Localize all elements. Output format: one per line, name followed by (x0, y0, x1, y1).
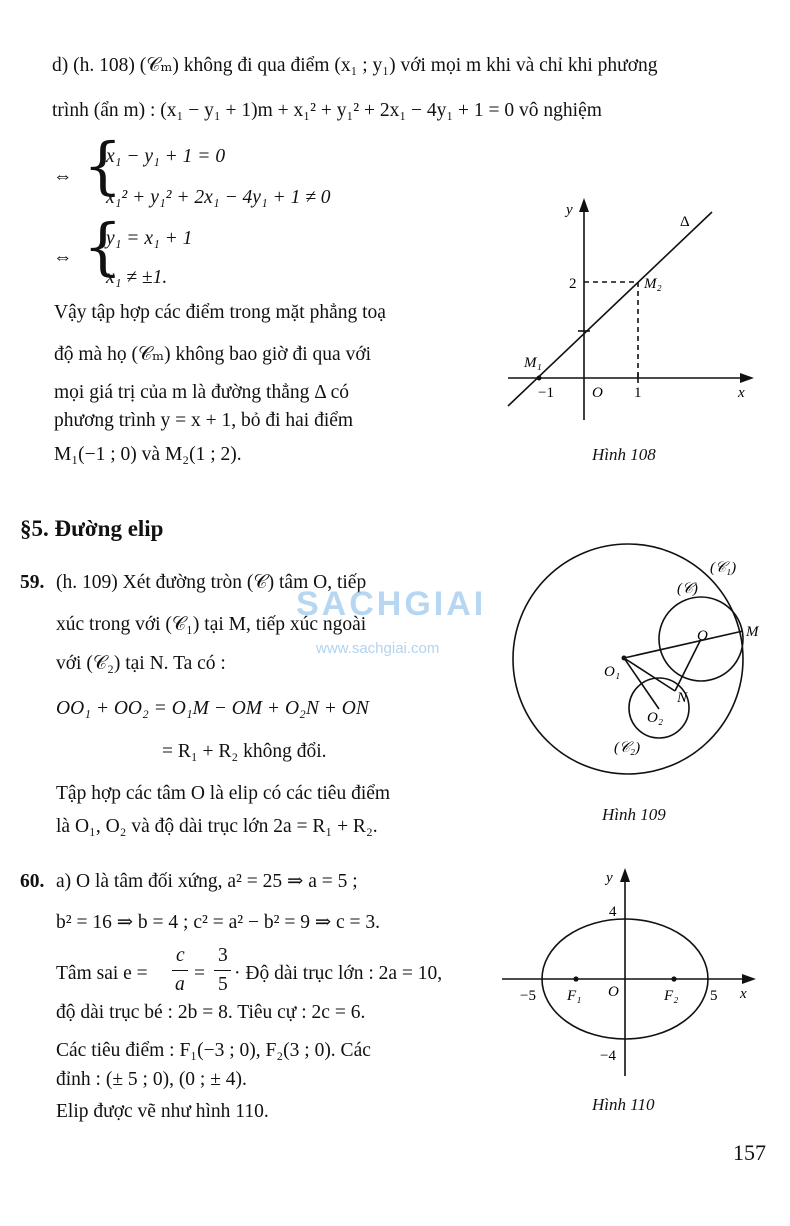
system-2-eq-a: y₁ = x₁ + 1 (106, 228, 193, 249)
fig109-m-label: M (746, 624, 759, 640)
fig110-f1-label: F₁ (567, 988, 582, 1004)
p59-line-1: (h. 109) Xét đường tròn (𝒞) tâm O, tiếp (56, 572, 367, 593)
conclusion-line-1: Vậy tập hợp các điểm trong mặt phẳng toạ (54, 302, 386, 323)
p60-line-2: b² = 16 ⇒ b = 4 ; c² = a² − b² = 9 ⇒ c = 3. (56, 912, 381, 933)
conclusion-line-4: phương trình y = x + 1, bỏ đi hai điểm (54, 410, 354, 431)
p60-line-1: a) O là tâm đối xứng, a² = 25 ⇒ a = 5 ; (56, 871, 358, 892)
frac-c-a-denominator: a (175, 974, 185, 995)
fig108-origin: O (592, 385, 603, 401)
frac-c-numerator: c (176, 945, 185, 966)
fig108-tick-1: 1 (634, 385, 642, 401)
brace-1: { (83, 129, 123, 202)
fig109-o2-label: O₂ (647, 710, 664, 726)
fig109-caption: Hình 109 (602, 805, 666, 824)
fig110-tick-4: 4 (609, 904, 617, 920)
fig109-c-label: (𝒞) (677, 581, 698, 597)
fig110-tick-5: 5 (710, 988, 718, 1004)
d-line-1: d) (h. 108) (𝒞ₘ) không đi qua điểm (x₁ ; y₁) với mọi m khi và chỉ khi phương (52, 55, 658, 76)
p60-line-3-end: · Độ dài trục lớn : 2a = 10, (234, 963, 443, 984)
fig109-o1-label: O₁ (604, 664, 621, 680)
fig110-tick-neg4: −4 (600, 1048, 616, 1064)
fig109-o-label: O (697, 628, 708, 644)
p60-line-4: độ dài trục bé : 2b = 8. Tiêu cự : 2c = 6. (56, 1002, 366, 1023)
fig108-y-label: y (566, 202, 573, 218)
frac-3-numerator: 3 (218, 945, 228, 966)
fig110-f2-label: F₂ (664, 988, 679, 1004)
fig108-x-label: x (738, 385, 745, 401)
fig108-m2-label: M₂ (644, 276, 662, 292)
fig110-caption: Hình 110 (592, 1095, 655, 1114)
page-number: 157 (733, 1140, 766, 1165)
problem-60-number: 60. (20, 871, 45, 892)
watermark-url: www.sachgiai.com (316, 640, 440, 657)
conclusion-line-3: mọi giá trị của m là đường thẳng Δ có (54, 382, 349, 403)
p59-equation-2: = R₁ + R₂ không đổi. (162, 741, 327, 762)
p59-line-3: với (𝒞₂) tại N. Ta có : (56, 653, 226, 674)
section-heading: §5. Đường elip (20, 516, 164, 541)
frac-equals: = (194, 963, 205, 984)
system-2-eq-b: x₁ ≠ ±1. (106, 267, 168, 288)
watermark-brand: SACHGIAI (296, 585, 487, 623)
p59-line-2: xúc trong với (𝒞₁) tại M, tiếp xúc ngoài (56, 614, 367, 635)
system-1-eq-a: x₁ − y₁ + 1 = 0 (106, 146, 226, 167)
system-1-eq-b: x₁² + y₁² + 2x₁ − 4y₁ + 1 ≠ 0 (106, 187, 331, 208)
d-line-2: trình (ẩn m) : (x₁ − y₁ + 1)m + x₁² + y₁² + 2x₁ − 4y₁ + 1 = 0 vô nghiệm (52, 100, 602, 121)
fig108-tick-2: 2 (569, 276, 577, 292)
fig108-caption: Hình 108 (592, 445, 656, 464)
p59-line-4: Tập hợp các tâm O là elip có các tiêu điểm (56, 783, 391, 804)
fig108-delta-label: Δ (680, 214, 690, 230)
fig109-c2-label: (𝒞₂) (614, 740, 641, 756)
p60-line-5: Các tiêu điểm : F₁(−3 ; 0), F₂(3 ; 0). Các (56, 1040, 371, 1061)
brace-2: { (83, 210, 123, 283)
frac-5-denominator: 5 (218, 974, 228, 995)
p60-line-3-start: Tâm sai e = (56, 963, 148, 984)
iff-symbol-1: ⇔ (53, 166, 73, 187)
p59-line-5: là O₁, O₂ và độ dài trục lớn 2a = R₁ + R₂. (56, 816, 378, 837)
fig110-tick-neg5: −5 (520, 988, 536, 1004)
iff-symbol-2: ⇔ (53, 247, 73, 268)
p60-line-6: đỉnh : (± 5 ; 0), (0 ; ± 4). (56, 1069, 247, 1090)
fig110-origin: O (608, 984, 619, 1000)
fig110-y-label: y (606, 870, 613, 886)
problem-59-number: 59. (20, 572, 45, 593)
conclusion-line-2: độ mà họ (𝒞ₘ) không bao giờ đi qua với (54, 344, 372, 365)
fig109-c1-label: (𝒞₁) (710, 560, 737, 576)
fig109-n-label: N (677, 690, 688, 706)
fig108-m1-label: M₁ (524, 355, 542, 371)
conclusion-line-5: M₁(−1 ; 0) và M₂(1 ; 2). (54, 444, 242, 465)
p60-line-7: Elip được vẽ như hình 110. (56, 1101, 269, 1122)
fig108-tick-neg1: −1 (538, 385, 554, 401)
fig110-x-label: x (740, 986, 747, 1002)
p59-equation-1: OO₁ + OO₂ = O₁M − OM + O₂N + ON (56, 698, 369, 719)
